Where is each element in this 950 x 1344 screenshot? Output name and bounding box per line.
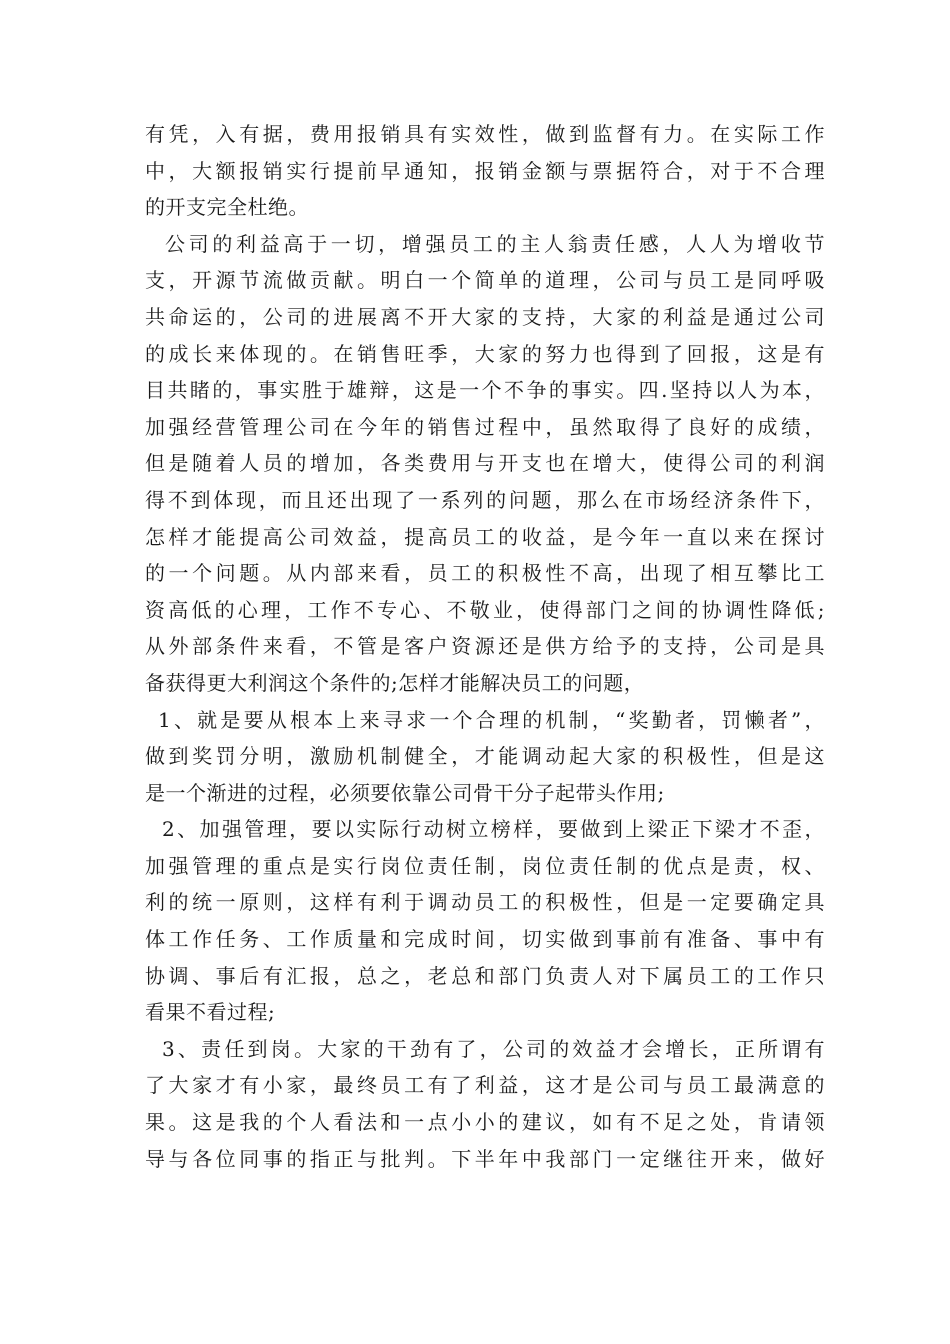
text-line: 1、就是要从根本上来寻求一个合理的机制，“奖勤者，罚懒者”， bbox=[158, 707, 825, 732]
text-line: 协调、事后有汇报，总之，老总和部门负责人对下属员工的工作只 bbox=[145, 963, 825, 988]
text-line: 利的统一原则，这样有利于调动员工的积极性，但是一定要确定具 bbox=[145, 890, 825, 915]
text-line: 体工作任务、工作质量和完成时间，切实做到事前有准备、事中有 bbox=[145, 927, 825, 952]
text-line: 做到奖罚分明，激励机制健全，才能调动起大家的积极性，但是这 bbox=[145, 744, 825, 769]
text-line: 支，开源节流做贡献。明白一个简单的道理，公司与员工是同呼吸 bbox=[145, 268, 825, 293]
text-line: 的一个问题。从内部来看，员工的积极性不高，出现了相互攀比工 bbox=[145, 561, 825, 586]
text-line: 的成长来体现的。在销售旺季，大家的努力也得到了回报，这是有 bbox=[145, 341, 825, 366]
text-line: 但是随着人员的增加，各类费用与开支也在增大，使得公司的利润 bbox=[145, 451, 825, 476]
text-line: 2、加强管理，要以实际行动树立榜样，要做到上梁正下梁才不歪， bbox=[162, 817, 825, 842]
text-line: 怎样才能提高公司效益，提高员工的收益，是今年一直以来在探讨 bbox=[145, 524, 825, 549]
text-line: 备获得更大利润这个条件的;怎样才能解决员工的问题， bbox=[145, 670, 645, 695]
document-body bbox=[145, 116, 825, 1177]
text-line: 果。这是我的个人看法和一点小小的建议，如有不足之处，肯请领 bbox=[145, 1110, 825, 1135]
text-line: 的开支完全杜绝。 bbox=[145, 195, 309, 220]
text-line: 从外部条件来看，不管是客户资源还是供方给予的支持，公司是具 bbox=[145, 634, 825, 659]
text-line: 看果不看过程; bbox=[145, 1000, 276, 1025]
text-line: 中，大额报销实行提前早通知，报销金额与票据符合，对于不合理 bbox=[145, 158, 825, 183]
text-line: 3、责任到岗。大家的干劲有了，公司的效益才会增长，正所谓有 bbox=[162, 1036, 825, 1061]
text-line: 目共睹的，事实胜于雄辩，这是一个不争的事实。四.坚持以人为本， bbox=[145, 378, 825, 403]
text-line: 资高低的心理，工作不专心、不敬业，使得部门之间的协调性降低; bbox=[145, 597, 825, 622]
text-line: 公司的利益高于一切，增强员工的主人翁责任感，人人为增收节 bbox=[165, 231, 825, 256]
text-line: 了大家才有小家，最终员工有了利益，这才是公司与员工最满意的 bbox=[145, 1073, 825, 1098]
text-line: 加强管理的重点是实行岗位责任制，岗位责任制的优点是责，权、 bbox=[145, 853, 825, 878]
text-line: 是一个渐进的过程，必须要依靠公司骨干分子起带头作用; bbox=[145, 780, 665, 805]
text-line: 加强经营管理公司在今年的销售过程中，虽然取得了良好的成绩， bbox=[145, 414, 825, 439]
text-line: 得不到体现，而且还出现了一系列的问题，那么在市场经济条件下， bbox=[145, 487, 825, 512]
text-line: 导与各位同事的指正与批判。下半年中我部门一定继往开来，做好 bbox=[145, 1146, 825, 1171]
text-line: 有凭，入有据，费用报销具有实效性，做到监督有力。在实际工作 bbox=[145, 122, 825, 146]
text-line: 共命运的，公司的进展离不开大家的支持，大家的利益是通过公司 bbox=[145, 304, 825, 329]
